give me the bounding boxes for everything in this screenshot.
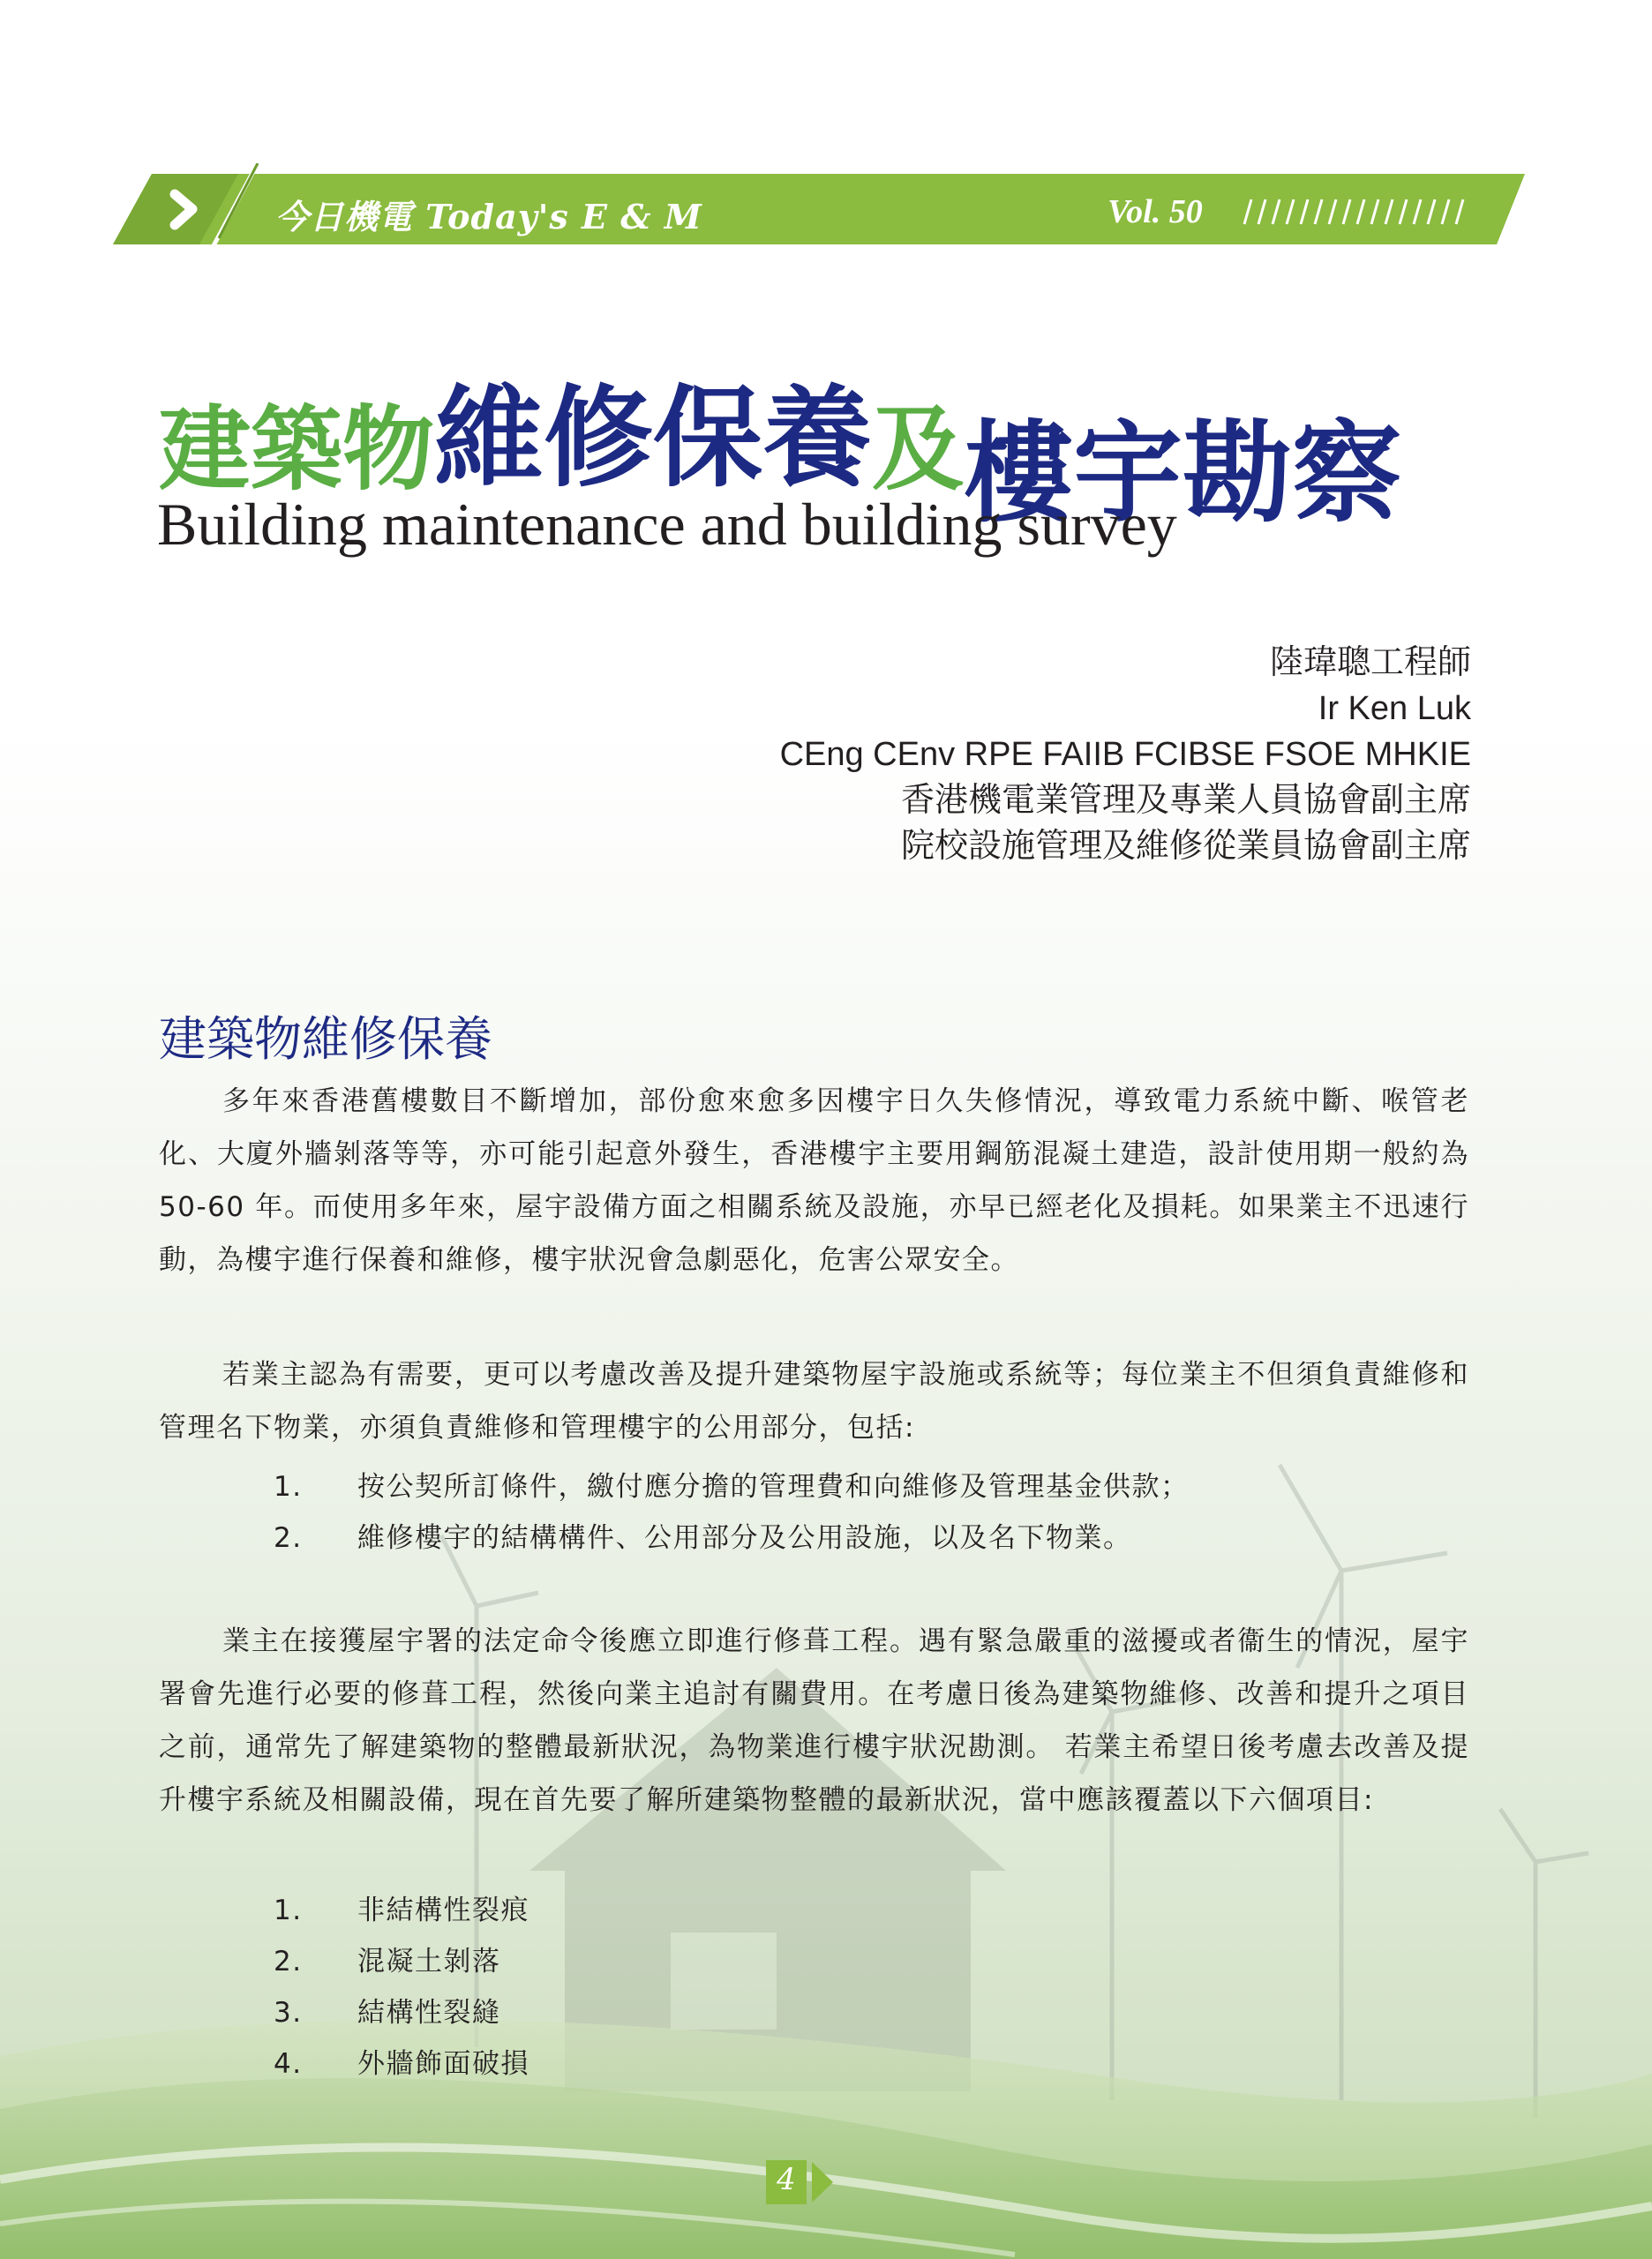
author-name-en: Ir Ken Luk <box>1318 690 1471 727</box>
title-part-4: 樓宇勘察 <box>964 409 1402 537</box>
volume-label: Vol. 50 <box>1108 193 1203 230</box>
section-heading: 建築物維修保養 <box>159 1011 492 1067</box>
author-role-1: 香港機電業管理及專業人員協會副主席 <box>900 782 1471 819</box>
page-number: 4 <box>777 2162 796 2197</box>
list-item: 2. 維修樓宇的結構構件、公用部分及公用設施，以及名下物業。 <box>274 1522 1132 1554</box>
list-item: 1. 按公契所訂條件，繳付應分擔的管理費和向維修及管理基金供款； <box>274 1471 1190 1503</box>
author-block <box>780 640 1471 869</box>
list-item: 4. 外牆飾面破損 <box>274 2048 529 2080</box>
list-item: 3. 結構性裂縫 <box>274 1997 501 2029</box>
author-credentials: CEng CEnv RPE FAIIB FCIBSE FSOE MHKIE <box>779 736 1471 773</box>
list-item: 1. 非結構性裂痕 <box>274 1895 529 1926</box>
title-part-3: 及 <box>872 394 965 503</box>
publication-title: 今日機電 Today's E & M <box>275 197 702 236</box>
title-part-1: 建築物 <box>159 394 435 503</box>
hatch-decoration <box>1235 194 1483 229</box>
article-title-en: Building maintenance and building survey <box>157 491 1177 558</box>
paragraph-3: 業主在接獲屋宇署的法定命令後應立即進行修葺工程。遇有緊急嚴重的滋擾或者衞生的情況，屋宇署會先進行必要的修葺工程，然後向業主追討有關費用。在考慮日後為建築物維修、改善和提升之項目之前，通常先了解建築物的整體最新狀況，為物業進行樓宇狀況勘測。 若業主希望日後考慮去改善及提升樓宇系統及相關設備，現在首先要了解所建築物整體的最新狀況，當中應該覆蓋以下六個項目: <box>159 1625 1469 1816</box>
arrow-right-icon <box>810 2160 835 2204</box>
list-item: 2. 混凝土剝落 <box>274 1946 501 1978</box>
survey-items-list <box>274 1885 529 2090</box>
obligations-list <box>274 1461 1190 1564</box>
paragraph-2: 若業主認為有需要，更可以考慮改善及提升建築物屋宇設施或系統等；每位業主不但須負責維修和管理名下物業，亦須負責維修和管理樓宇的公用部分，包括: <box>159 1359 1469 1444</box>
author-role-2: 院校設施管理及維修從業員協會副主席 <box>900 828 1471 865</box>
paragraph-1: 多年來香港舊樓數目不斷增加，部份愈來愈多因樓宇日久失修情況，導致電力系統中斷、喉管老化、大廈外牆剝落等等，亦可能引起意外發生，香港樓宇主要用鋼筋混凝土建造，設計使用期一般約為 50-60 年。而使用多年來，屋宇設備方面之相關系統及設施，亦早已經老化及損耗。如果業主不迅速行動，為樓宇進行保養和維修，樓宇狀況會急劇惡化，危害公眾安全。 <box>159 1085 1469 1276</box>
title-part-2: 維修保養 <box>434 374 873 502</box>
author-name-zh: 陸瑋聰工程師 <box>1269 644 1471 681</box>
